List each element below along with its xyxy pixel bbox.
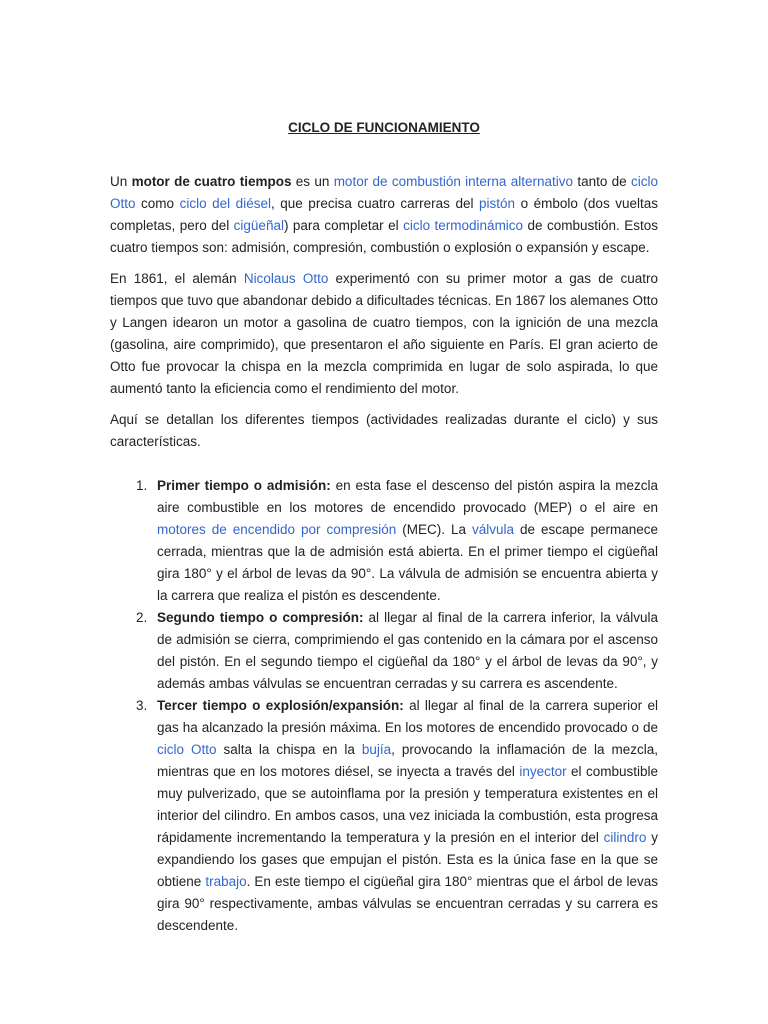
text-run: al llegar al final de la carrera superior el gas ha alcanzado la presión máxima. En los motores de encendido provocado o de [157, 698, 658, 735]
text-run: salta la chispa en la [216, 742, 362, 757]
hyperlink[interactable]: ciclo del diésel [179, 196, 271, 211]
list-item-text [157, 610, 658, 691]
list-item-text [157, 478, 658, 603]
hyperlink[interactable]: pistón [479, 196, 516, 211]
bold-text: Tercer tiempo o explosión/expansión: [157, 698, 404, 713]
text-run: tanto de [573, 174, 631, 189]
list-item-text [157, 698, 658, 933]
hyperlink[interactable]: válvula [471, 522, 514, 537]
document-title: CICLO DE FUNCIONAMIENTO [288, 120, 480, 135]
paragraph-history [110, 268, 658, 400]
text-run: . En este tiempo el cigüeñal gira 180° mientras que el árbol de levas gira 90° respectivamente, ambas válvulas se encuentran cerradas y su carrera es descendente. [157, 874, 659, 933]
text-run: el combustible muy pulverizado, que se autoinflama por la presión y temperatura existentes en el interior del cilindro. En ambos casos, una vez iniciada la combustión, esta progresa rápidamente incrementando la temperatura y la presión en el interior del [157, 764, 658, 845]
hyperlink[interactable]: cigüeñal [233, 218, 284, 233]
text-run: al llegar al final de la carrera inferior, la válvula de admisión se cierra, comprimiendo el gas contenido en la cámara por el ascenso del pistón. En el segundo tiempo el cigüeñal da 180° y el árbol de levas da 90°, y además ambas válvulas se encuentran cerradas y su carrera es ascendente. [157, 610, 658, 691]
bold-text: Primer tiempo o admisión: [157, 478, 331, 493]
list-item [110, 695, 658, 937]
text-run: en esta fase el descenso del pistón aspira la mezcla aire combustible en los motores de encendido provocado (MEP) o el aire en [157, 478, 659, 515]
hyperlink[interactable]: Nicolaus Otto [243, 271, 329, 286]
text-run: Aquí se detallan los diferentes tiempos (actividades realizadas durante el ciclo) y sus características. [110, 412, 658, 449]
hyperlink[interactable]: motores de encendido por compresión [157, 522, 397, 537]
hyperlink[interactable]: cilindro [603, 830, 647, 845]
list-item-number: 2. [136, 610, 148, 625]
list-item-number: 3. [136, 698, 148, 713]
text-run: de combustión. Estos cuatro tiempos son: admisión, compresión, combustión o explosión o expansión y escape. [110, 218, 658, 255]
paragraph-intro [110, 171, 658, 259]
hyperlink[interactable]: trabajo [205, 874, 247, 889]
text-run: Un [110, 174, 132, 189]
text-run: , que precisa cuatro carreras del [270, 196, 480, 211]
list-item-number: 1. [136, 478, 148, 493]
bold-text: motor de cuatro tiempos [131, 174, 292, 189]
paragraph-overview [110, 409, 658, 453]
text-run: ) para completar el [283, 218, 404, 233]
list-item [110, 475, 658, 607]
hyperlink[interactable]: motor de combustión interna alternativo [333, 174, 574, 189]
hyperlink[interactable]: ciclo Otto [110, 174, 658, 211]
text-run: como [135, 196, 180, 211]
text-run: experimentó con su primer motor a gas de cuatro tiempos que tuvo que abandonar debido a dificultades técnicas. En 1867 los alemanes Otto y Langen idearon un motor a gasolina de cuatro tiempos, con la ignición de una mezcla (gasolina, aire comprimido), que presentaron el año siguiente en París. El gran acierto de Otto fue provocar la chispa en la mezcla comprimida en lugar de solo aspirada, lo que aumentó tanto la eficiencia como el rendimiento del motor. [110, 271, 658, 396]
text-run: y expandiendo los gases que empujan el pistón. Esta es la única fase en la que se obtiene [157, 830, 658, 889]
hyperlink[interactable]: ciclo termodinámico [403, 218, 524, 233]
hyperlink[interactable]: bujía [361, 742, 392, 757]
strokes-list [110, 475, 658, 937]
bold-text: Segundo tiempo o compresión: [157, 610, 364, 625]
text-run: de escape permanece cerrada, mientras que la de admisión está abierta. En el primer tiempo el cigüeñal gira 180° y el árbol de levas da 90°. La válvula de admisión se encuentra abierta y la carrera que realiza el pistón es descendente. [157, 522, 659, 603]
list-item [110, 607, 658, 695]
text-run: (MEC). La [396, 522, 472, 537]
text-run: , provocando la inflamación de la mezcla, mientras que en los motores diésel, se inyecta a través del [157, 742, 658, 779]
text-run: es un [291, 174, 334, 189]
hyperlink[interactable]: inyector [519, 764, 567, 779]
text-run: En 1861, el alemán [110, 271, 244, 286]
text-run: o émbolo (dos vueltas completas, pero del [110, 196, 659, 233]
hyperlink[interactable]: ciclo Otto [157, 742, 217, 757]
